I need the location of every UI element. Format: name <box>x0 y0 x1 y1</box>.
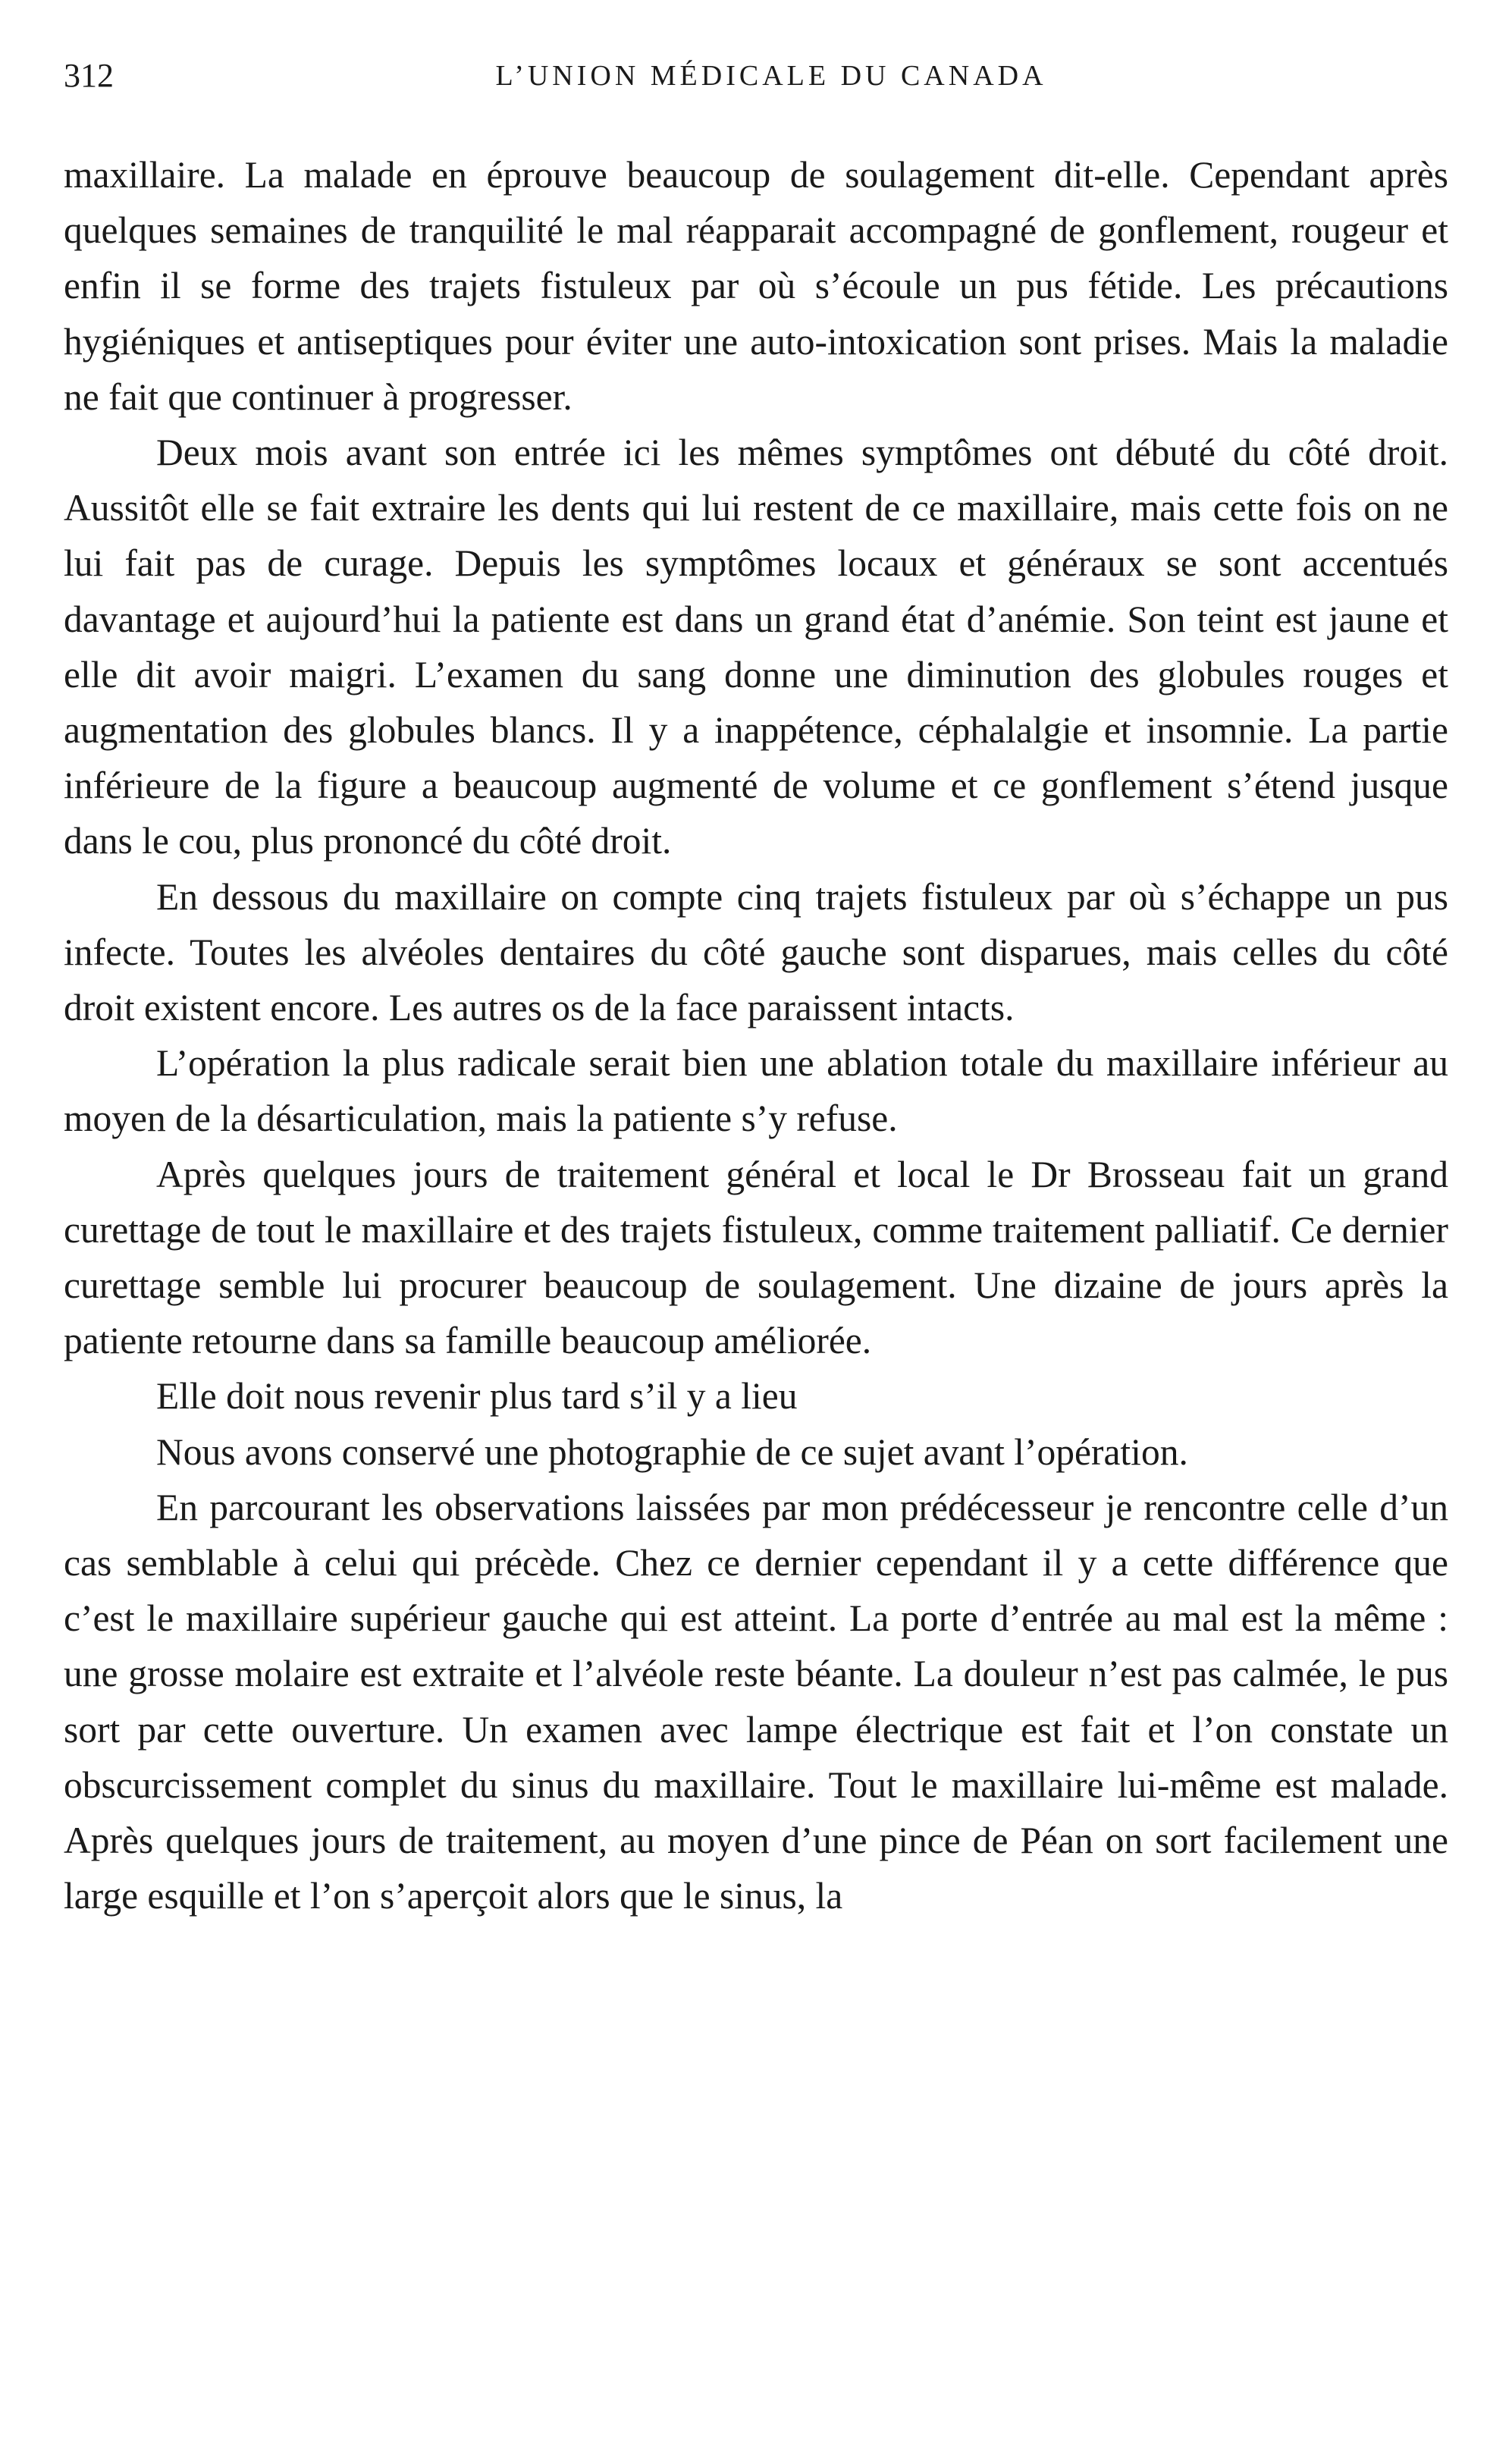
page <box>64 53 1448 1924</box>
paragraph: En parcourant les observations laissées par mon prédécesseur je rencontre celle d’un cas semblable à celui qui précède. Chez ce dernier cependant il y a cette différence que c’est le maxillaire supérieur gauche qui est atteint. La porte d’entrée au mal est la même : une grosse molaire est extraite et l’alvéole reste béante. La douleur n’est pas calmée, le pus sort par cette ouverture. Un examen avec lampe électrique est fait et l’on constate un obscurcissement complet du sinus du maxillaire. Tout le maxillaire lui-même est malade. Après quelques jours de traitement, au moyen d’une pince de Péan on sort facilement une large esquille et l’on s’aperçoit alors que le sinus, la <box>64 1486 1448 1917</box>
paragraph-continuation: maxillaire. La malade en éprouve beaucoup de soulagement dit-elle. Cependant après quelques semaines de tranquilité le mal réapparait accompagné de gonflement, rougeur et enfin il se forme des trajets fistuleux par où s’écoule un pus fétide. Les précautions hygiéniques et antiseptiques pour éviter une auto-intoxication sont prises. Mais la maladie ne fait que continuer à progresser. <box>64 154 1448 418</box>
paragraph: En dessous du maxillaire on compte cinq trajets fistuleux par où s’échappe un pus infecte. Toutes les alvéoles dentaires du côté gauche sont disparues, mais celles du côté droit existent encore. Les autres os de la face paraissent intacts. <box>64 875 1448 1029</box>
paragraph: Après quelques jours de traitement général et local le Dr Brosseau fait un grand curettage de tout le maxillaire et des trajets fistuleux, comme traitement palliatif. Ce dernier curettage semble lui procurer beaucoup de soulagement. Une dizaine de jours après la patiente retourne dans sa famille beaucoup améliorée. <box>64 1153 1448 1362</box>
journal-title: L’UNION MÉDICALE DU CANADA <box>495 60 1047 92</box>
paragraph: Deux mois avant son entrée ici les mêmes symptômes ont débuté du côté droit. Aussitôt elle se fait extraire les dents qui lui restent de ce maxillaire, mais cette fois on ne lui fait pas de curage. Depuis les symptômes locaux et généraux se sont accentués davantage et aujourd’hui la patiente est dans un grand état d’anémie. Son teint est jaune et elle dit avoir maigri. L’examen du sang donne une diminution des globules rouges et augmentation des globules blancs. Il y a inappétence, céphalalgie et insomnie. La partie inférieure de la figure a beaucoup augmenté de volume et ce gonflement s’étend jusque dans le cou, plus prononcé du côté droit. <box>64 432 1448 862</box>
body-text <box>64 147 1448 1924</box>
page-number: 312 <box>64 57 114 94</box>
paragraph: Elle doit nous revenir plus tard s’il y a lieu <box>156 1375 798 1418</box>
paragraph: L’opération la plus radicale serait bien une ablation totale du maxillaire inférieur au moyen de la désarticulation, mais la patiente s’y refuse. <box>64 1042 1448 1140</box>
running-head <box>64 53 1448 109</box>
paragraph: Nous avons conservé une photographie de ce sujet avant l’opération. <box>156 1430 1188 1473</box>
